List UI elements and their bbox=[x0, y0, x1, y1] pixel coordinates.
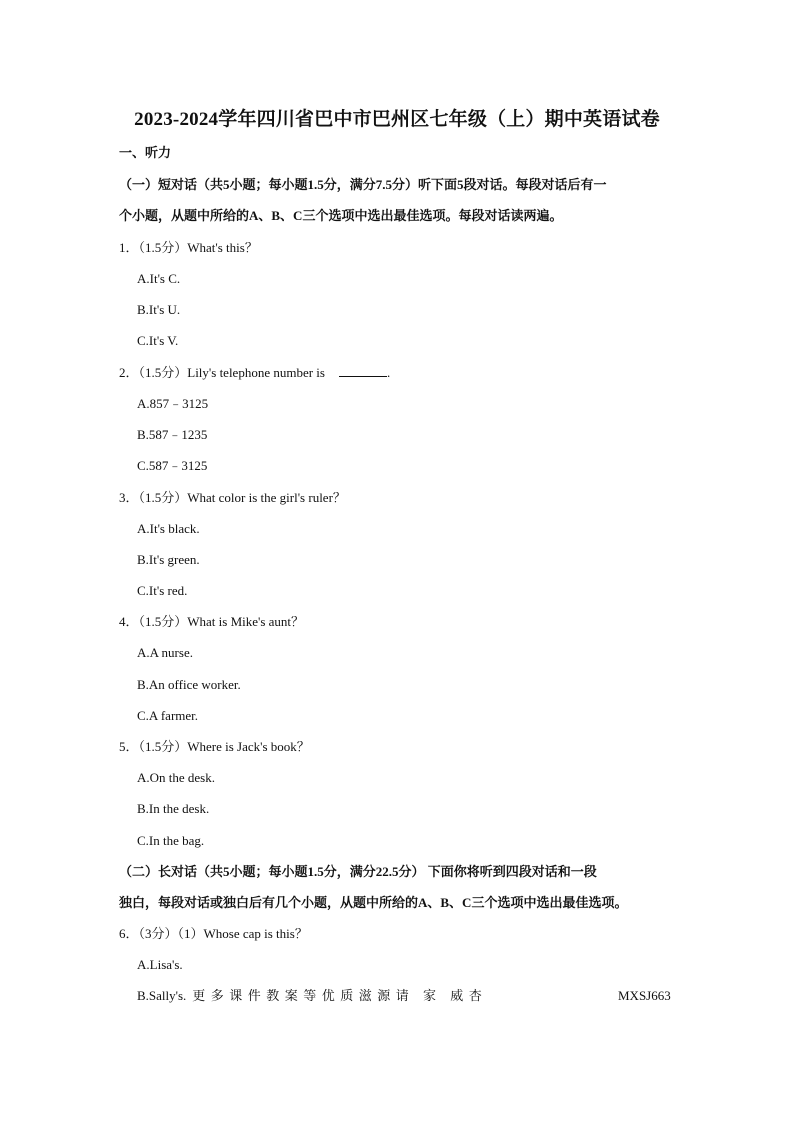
part2-instructions-line2: 独白，每段对话或独白后有几个小题，从题中所给的A、B、C三个选项中选出最佳选项。 bbox=[119, 895, 628, 910]
question-3-option-c: C.It's red. bbox=[137, 583, 188, 598]
question-1-stem: 1．（1.5分）What's this？ bbox=[119, 240, 258, 255]
question-4-option-b: B.An office worker. bbox=[137, 677, 241, 692]
question-6-option-b: B.Sally's. bbox=[137, 988, 187, 1003]
watermark-text: 更多课件教案等优质滋源请 家 威杏 bbox=[192, 988, 488, 1003]
part2-instructions-line1: （二）长对话（共5小题；每小题1.5分，满分22.5分） 下面你将听到四段对话和一段 bbox=[119, 864, 597, 879]
question-4-option-a: A.A nurse. bbox=[137, 645, 193, 660]
question-3-stem: 3．（1.5分）What color is the girl's ruler？ bbox=[119, 490, 346, 505]
question-1-option-c: C.It's V. bbox=[137, 333, 179, 348]
question-4-option-c: C.A farmer. bbox=[137, 708, 199, 723]
question-2-stem bbox=[119, 364, 390, 382]
question-5-stem: 5．（1.5分）Where is Jack's book？ bbox=[119, 739, 310, 754]
page-title: 2023-2024学年四川省巴中市巴州区七年级（上）期中英语试卷 bbox=[134, 109, 660, 130]
question-5-option-a: A.On the desk. bbox=[137, 770, 215, 785]
question-4-stem: 4．（1.5分）What is Mike's aunt？ bbox=[119, 614, 305, 629]
section-heading-listening: 一、听力 bbox=[119, 145, 172, 160]
question-6-option-b-line bbox=[137, 987, 487, 1005]
question-1-option-a: A.It's C. bbox=[137, 271, 181, 286]
answer-blank bbox=[339, 366, 387, 377]
question-2-option-b: B.587﹣1235 bbox=[137, 427, 208, 442]
question-5-option-b: B.In the desk. bbox=[137, 801, 210, 816]
question-2-stem-text: 2．（1.5分）Lily's telephone number is bbox=[119, 365, 325, 380]
part1-instructions-line2: 个小题，从题中所给的A、B、C三个选项中选出最佳选项。每段对话读两遍。 bbox=[119, 208, 563, 223]
question-1-option-b: B.It's U. bbox=[137, 302, 181, 317]
watermark-code: MXSJ663 bbox=[618, 988, 671, 1003]
blank-suffix: . bbox=[386, 365, 391, 380]
question-5-option-c: C.In the bag. bbox=[137, 833, 205, 848]
part1-instructions-line1: （一）短对话（共5小题；每小题1.5分，满分7.5分）听下面5段对话。每段对话后有一 bbox=[119, 177, 607, 192]
question-3-option-a: A.It's black. bbox=[137, 521, 200, 536]
question-2-option-c: C.587﹣3125 bbox=[137, 458, 208, 473]
question-3-option-b: B.It's green. bbox=[137, 552, 200, 567]
question-6-stem: 6．（3分）（1）Whose cap is this？ bbox=[119, 926, 308, 941]
question-2-option-a: A.857﹣3125 bbox=[137, 396, 209, 411]
question-6-option-a: A.Lisa's. bbox=[137, 957, 183, 972]
